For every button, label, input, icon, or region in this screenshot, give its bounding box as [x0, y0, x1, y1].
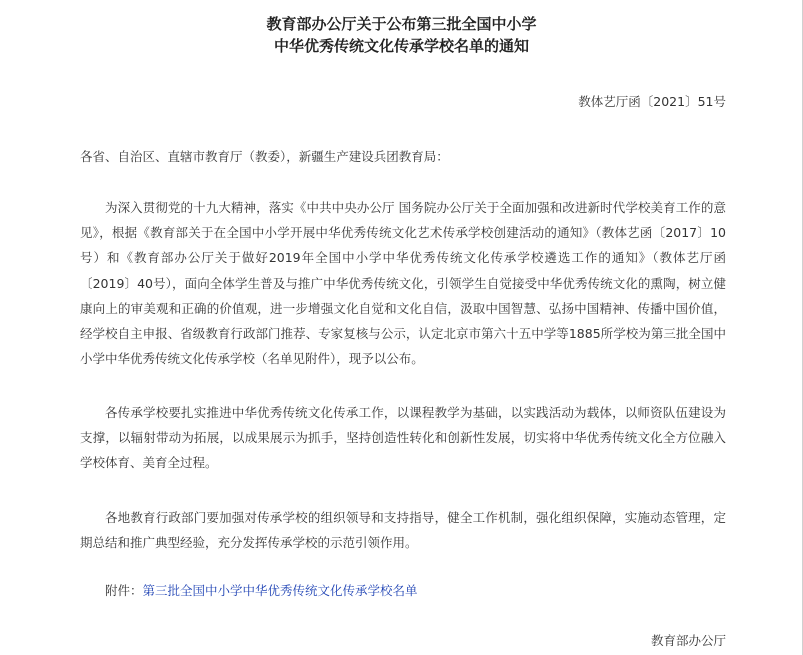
body-paragraph-3: 各地教育行政部门要加强对传承学校的组织领导和支持指导，健全工作机制，强化组织保障，实施动态管理，定期总结和推广典型经验，充分发挥传承学校的示范引领作用。 — [80, 510, 726, 551]
notice-title-line-2: 中华优秀传统文化传承学校名单的通知 — [273, 37, 529, 55]
issuer-signature: 教育部办公厅 — [650, 633, 726, 648]
body-paragraph-1: 为深入贯彻党的十九大精神，落实《中共中央办公厅 国务院办公厅关于全面加强和改进新时代学校美育工作的意见》，根据《教育部关于在全国中小学开展中华优秀传统文化艺术传承学校创建活动的通知》（教体艺函〔2017〕10号）和《教育部办公厅关于做好2019年全国中小学中华优秀传统文化传承学校遴选工作的通知》（教体艺厅函〔2019〕40号），面向全体学生普及与推广中华优秀传统文化，引领学生自觉接受中华优秀传统文化的熏陶，树立健康向上的审美观和正确的价值观，进一步增强文化自觉和文化自信，汲取中国智慧、弘扬中国精神、传播中国价值，经学校自主申报、省级教育行政部门推荐、专家复核与公示，认定北京市第六十五中学等1885所学校为第三批全国中小学中华优秀传统文化传承学校（名单见附件），现予以公布。 — [80, 200, 726, 367]
document-number: 教体艺厅函〔2021〕51号 — [578, 94, 726, 109]
attachment-link[interactable]: 第三批全国中小学中华优秀传统文化传承学校名单 — [142, 583, 418, 598]
body-paragraph-2: 各传承学校要扎实推进中华优秀传统文化传承工作，以课程教学为基础，以实践活动为载体，以师资队伍建设为支撑，以辐射带动为拓展，以成果展示为抓手，坚持创造性转化和创新性发展，切实将中华优秀传统文化全方位融入学校体育、美育全过程。 — [80, 405, 726, 471]
attachment-label: 附件： — [105, 583, 143, 598]
notice-title-line-1: 教育部办公厅关于公布第三批全国中小学 — [266, 15, 537, 33]
salutation: 各省、自治区、直辖市教育厅（教委），新疆生产建设兵团教育局： — [80, 149, 449, 164]
attachment-line — [105, 582, 418, 600]
